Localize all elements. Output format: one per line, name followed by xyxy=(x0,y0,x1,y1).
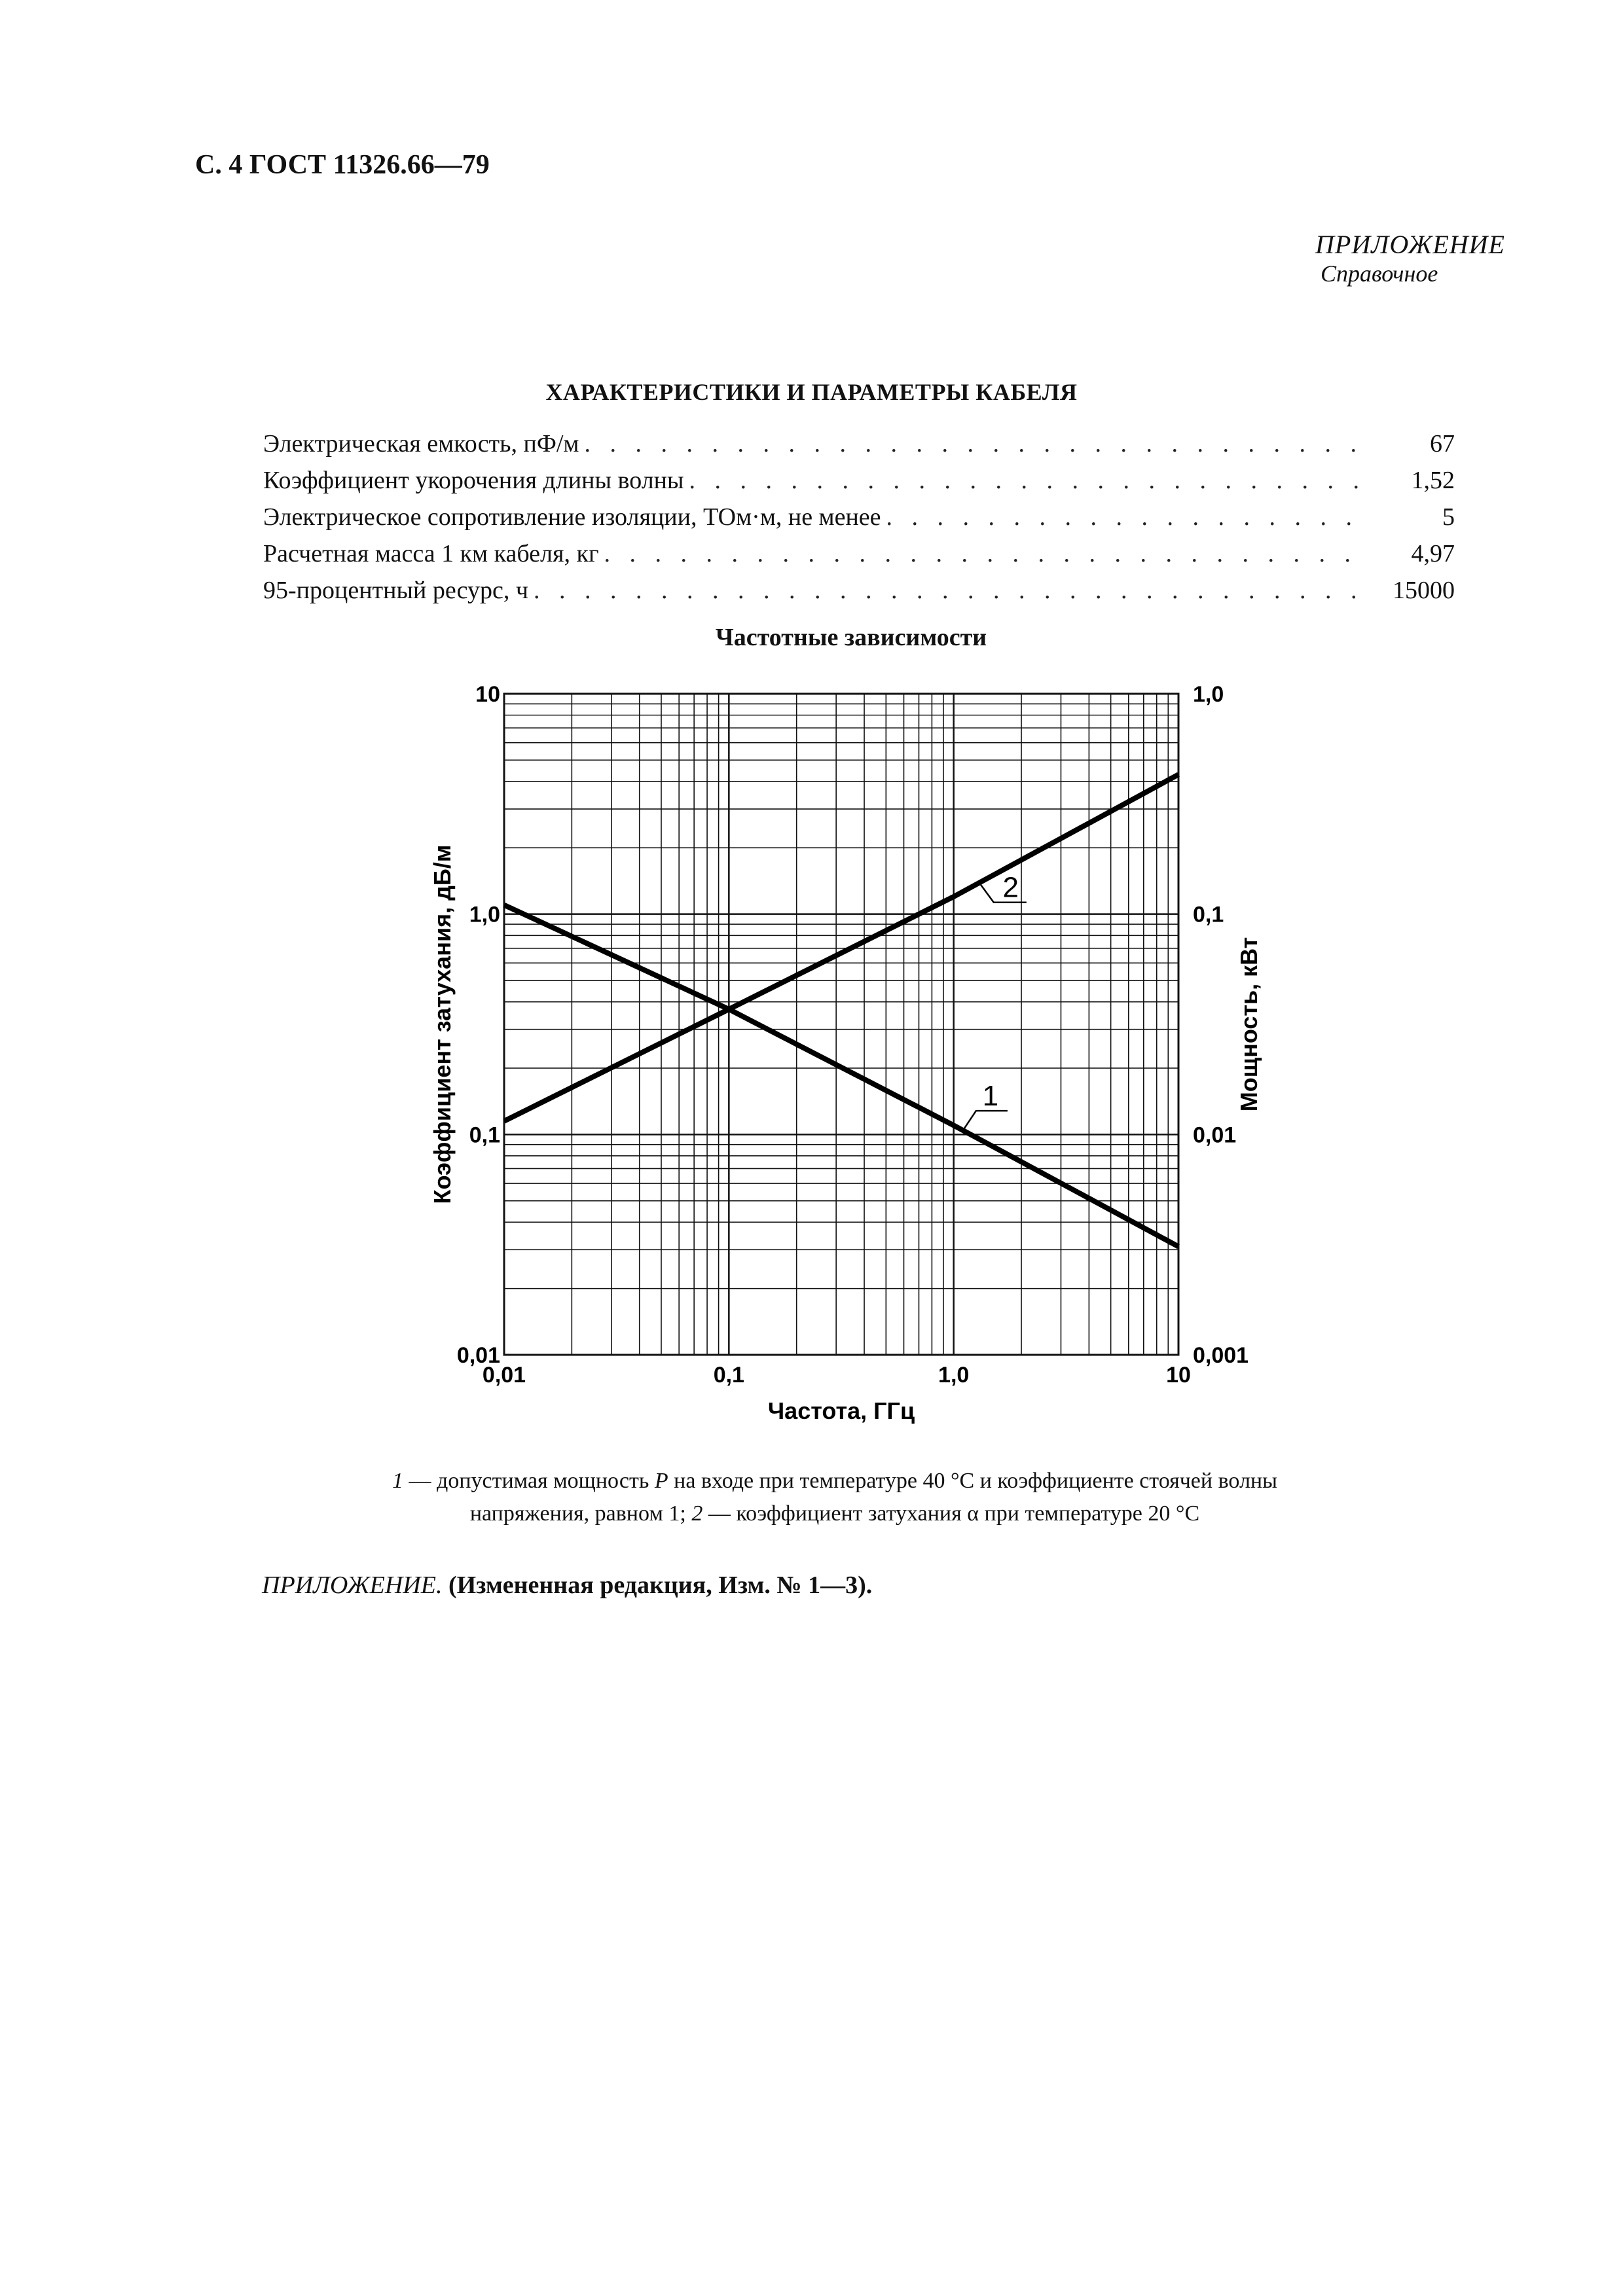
caption-num-2: 2 xyxy=(691,1501,703,1526)
amendment-label: ПРИЛОЖЕНИЕ. xyxy=(262,1571,443,1599)
x-tick-label: 10 xyxy=(1166,1363,1191,1388)
chart-title: Частотные зависимости xyxy=(715,624,987,651)
y-tick-label: 10 xyxy=(475,682,500,707)
leader-dots xyxy=(534,576,1371,605)
frequency-chart xyxy=(419,674,1283,1450)
appendix-title: ПРИЛОЖЕНИЕ xyxy=(1315,230,1505,259)
page-header: С. 4 ГОСТ 11326.66—79 xyxy=(195,150,490,180)
parameter-label: Коэффициент укорочения длины волны xyxy=(263,467,684,494)
parameter-value: 4,97 xyxy=(1411,540,1455,567)
parameter-label: Электрическая емкость, пФ/м xyxy=(263,430,579,457)
x-tick-label: 1,0 xyxy=(938,1363,970,1388)
series-label-1: 1 xyxy=(982,1080,999,1113)
caption-text-2: на входе при температуре 40 °С и коэффициенте стоячей волны напряжения, равном 1; xyxy=(469,1469,1277,1526)
series-1-leader xyxy=(963,1111,1008,1130)
section-title: ХАРАКТЕРИСТИКИ И ПАРАМЕТРЫ КАБЕЛЯ xyxy=(545,379,1078,405)
parameter-value: 5 xyxy=(1442,503,1455,531)
leader-dots xyxy=(689,466,1371,495)
appendix-label xyxy=(1315,229,1505,287)
y2-tick-label: 0,001 xyxy=(1193,1343,1249,1368)
parameter-row xyxy=(263,466,1455,503)
parameters-list xyxy=(263,429,1455,613)
leader-dots xyxy=(604,539,1371,568)
y-tick-label: 0,1 xyxy=(469,1122,500,1148)
x-tick-label: 0,01 xyxy=(482,1363,526,1388)
chart-svg xyxy=(419,674,1283,1446)
chart-caption xyxy=(367,1465,1303,1530)
series-label-2: 2 xyxy=(1002,871,1019,904)
parameter-row xyxy=(263,429,1455,466)
y2-tick-label: 0,1 xyxy=(1193,902,1224,927)
caption-num-1: 1 xyxy=(392,1469,404,1493)
amendment-note xyxy=(262,1571,872,1600)
caption-text-1: — допустимая мощность xyxy=(403,1469,655,1493)
plot-frame xyxy=(504,694,1178,1355)
caption-symbol-p: P xyxy=(654,1469,668,1493)
appendix-type: Справочное xyxy=(1321,260,1438,287)
parameter-row xyxy=(263,576,1455,613)
amendment-text: (Измененная редакция, Изм. № 1—3). xyxy=(448,1571,873,1599)
y2-tick-label: 1,0 xyxy=(1193,682,1224,707)
parameter-label: Расчетная масса 1 км кабеля, кг xyxy=(263,540,599,567)
y-tick-label: 0,01 xyxy=(456,1343,500,1368)
parameter-row xyxy=(263,539,1455,576)
parameter-value: 67 xyxy=(1430,430,1455,457)
caption-text-3: — коэффициент затухания α при температуре 20 °С xyxy=(702,1501,1200,1526)
parameter-value: 1,52 xyxy=(1411,467,1455,494)
y2-axis-label: Мощность, кВт xyxy=(1235,937,1262,1112)
y-tick-label: 1,0 xyxy=(469,902,500,927)
y-axis-label: Коэффициент затухания, дБ/м xyxy=(429,844,456,1204)
parameter-value: 15000 xyxy=(1393,577,1455,604)
x-axis-label: Частота, ГГц xyxy=(767,1397,915,1424)
y2-tick-label: 0,01 xyxy=(1193,1122,1237,1148)
x-tick-label: 0,1 xyxy=(713,1363,744,1388)
leader-dots xyxy=(886,503,1371,531)
leader-dots xyxy=(584,429,1371,458)
parameter-label: 95-процентный ресурс, ч xyxy=(263,577,528,604)
series-line-1 xyxy=(504,905,1178,1247)
parameter-row xyxy=(263,503,1455,539)
parameter-label: Электрическое сопротивление изоляции, ТОм·м, не менее xyxy=(263,503,881,531)
